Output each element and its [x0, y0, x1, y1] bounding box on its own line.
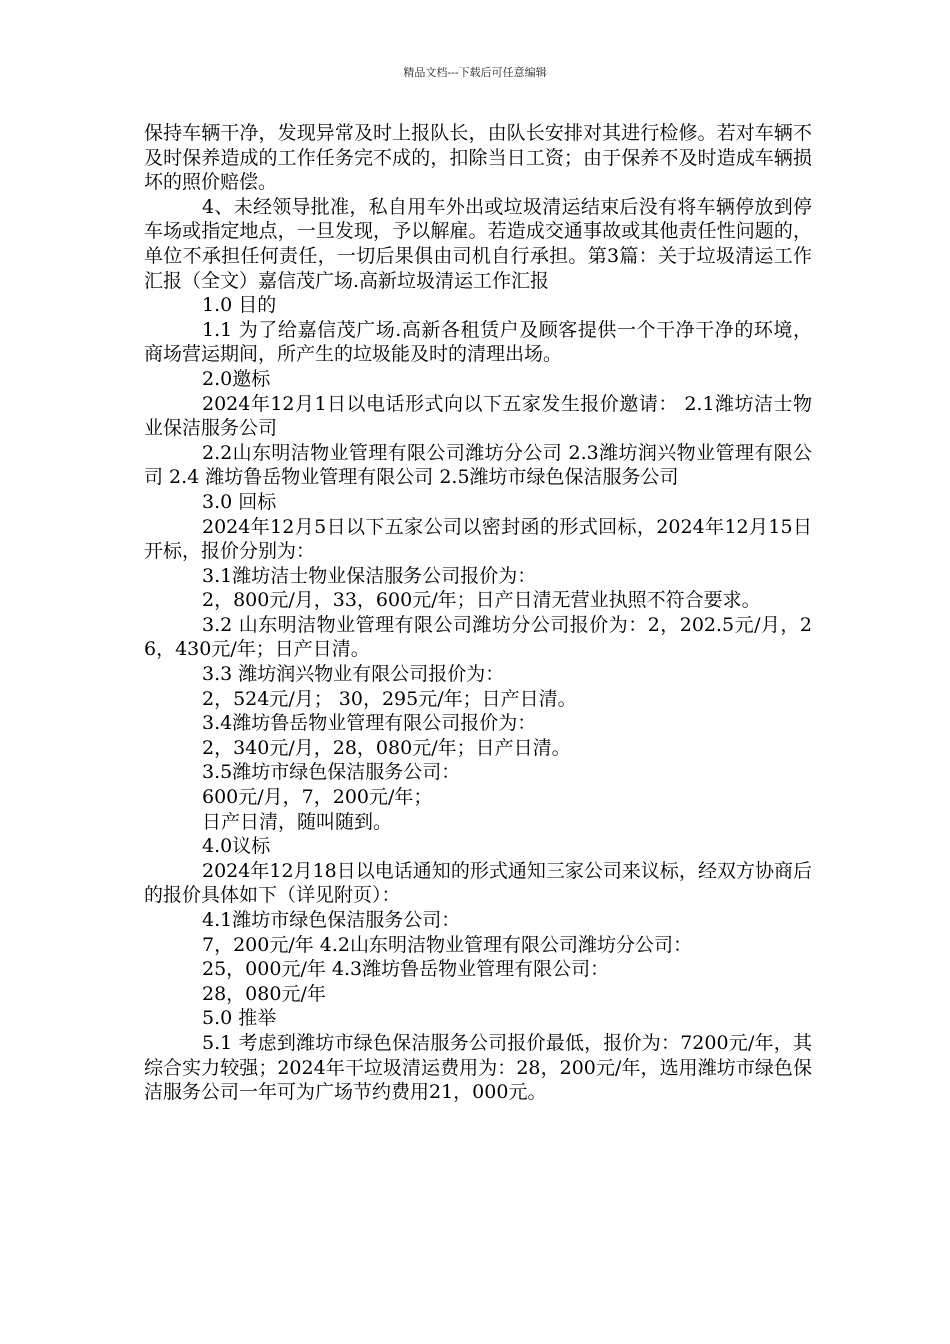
paragraph: 600元/月，7，200元/年； — [202, 786, 433, 809]
paragraph: 4、未经领导批准，私自用车外出或垃圾清运结束后没有将车辆停放到停车场或指定地点，一旦发现，予以解雇。若造成交通事故或其他责任性问题的，单位不承担任何责任，一切后果俱由司机自行承担。第3篇：关于垃圾清运工作汇报（全文）嘉信茂广场.高新垃圾清运工作汇报 — [144, 195, 812, 292]
paragraph: 3.1潍坊洁士物业保洁服务公司报价为： — [202, 564, 537, 587]
paragraph: 2，800元/月，33，600元/年；日产日清无营业执照不符合要求。 — [202, 589, 761, 612]
document-body — [144, 121, 812, 1105]
paragraph: 25，000元/年 4.3潍坊鲁岳物业管理有限公司： — [202, 958, 610, 981]
paragraph: 2，524元/月； 30，295元/年；日产日清。 — [202, 687, 577, 710]
paragraph: 保持车辆干净，发现异常及时上报队长，由队长安排对其进行检修。若对车辆不及时保养造成的工作任务完不成的，扣除当日工资；由于保养不及时造成车辆损坏的照价赔偿。 — [144, 122, 812, 194]
section-heading: 1.0 目的 — [202, 294, 277, 317]
paragraph: 2024年12月5日以下五家公司以密封函的形式回标，2024年12月15日开标，报价分别为： — [144, 515, 812, 563]
paragraph: 3.2 山东明洁物业管理有限公司潍坊分公司报价为：2，202.5元/月，26，430元/年；日产日清。 — [144, 613, 812, 661]
paragraph: 4.1潍坊市绿色保洁服务公司： — [202, 909, 461, 931]
paragraph: 7，200元/年 4.2山东明洁物业管理有限公司潍坊分公司： — [202, 933, 693, 956]
paragraph: 2024年12月1日以电话形式向以下五家发生报价邀请： 2.1潍坊洁士物业保洁服务公司 — [144, 392, 812, 440]
paragraph: 日产日清，随叫随到。 — [202, 810, 393, 833]
paragraph: 3.4潍坊鲁岳物业管理有限公司报价为： — [202, 712, 537, 735]
section-heading: 3.0 回标 — [202, 490, 277, 513]
paragraph: 1.1 为了给嘉信茂广场.高新各租赁户及顾客提供一个干净干净的环境，商场营运期间，所产生的垃圾能及时的清理出场。 — [144, 318, 812, 366]
section-heading: 2.0邀标 — [202, 367, 271, 390]
section-heading: 5.0 推举 — [202, 1007, 277, 1030]
paragraph: 3.3 潍坊润兴物业有限公司报价为： — [202, 663, 505, 686]
page-header: 精品文档---下载后可任意编辑 — [403, 66, 547, 79]
paragraph: 2，340元/月，28，080元/年；日产日清。 — [202, 736, 571, 759]
paragraph: 3.5潍坊市绿色保洁服务公司： — [202, 761, 461, 784]
paragraph: 5.1 考虑到潍坊市绿色保洁服务公司报价最低，报价为：7200元/年，其综合实力较强；2024年干垃圾清运费用为：28，200元/年，选用潍坊市绿色保洁服务公司一年可为广场节约费用21，000元。 — [144, 1031, 812, 1104]
paragraph: 2024年12月18日以电话通知的形式通知三家公司来议标，经双方协商后的报价具体如下（详见附页）： — [144, 859, 812, 907]
section-heading: 4.0议标 — [202, 835, 271, 858]
paragraph: 2.2山东明洁物业管理有限公司潍坊分公司 2.3潍坊润兴物业管理有限公司 2.4 潍坊鲁岳物业管理有限公司 2.5潍坊市绿色保洁服务公司 — [144, 441, 812, 489]
paragraph: 28，080元/年 — [202, 982, 326, 1005]
